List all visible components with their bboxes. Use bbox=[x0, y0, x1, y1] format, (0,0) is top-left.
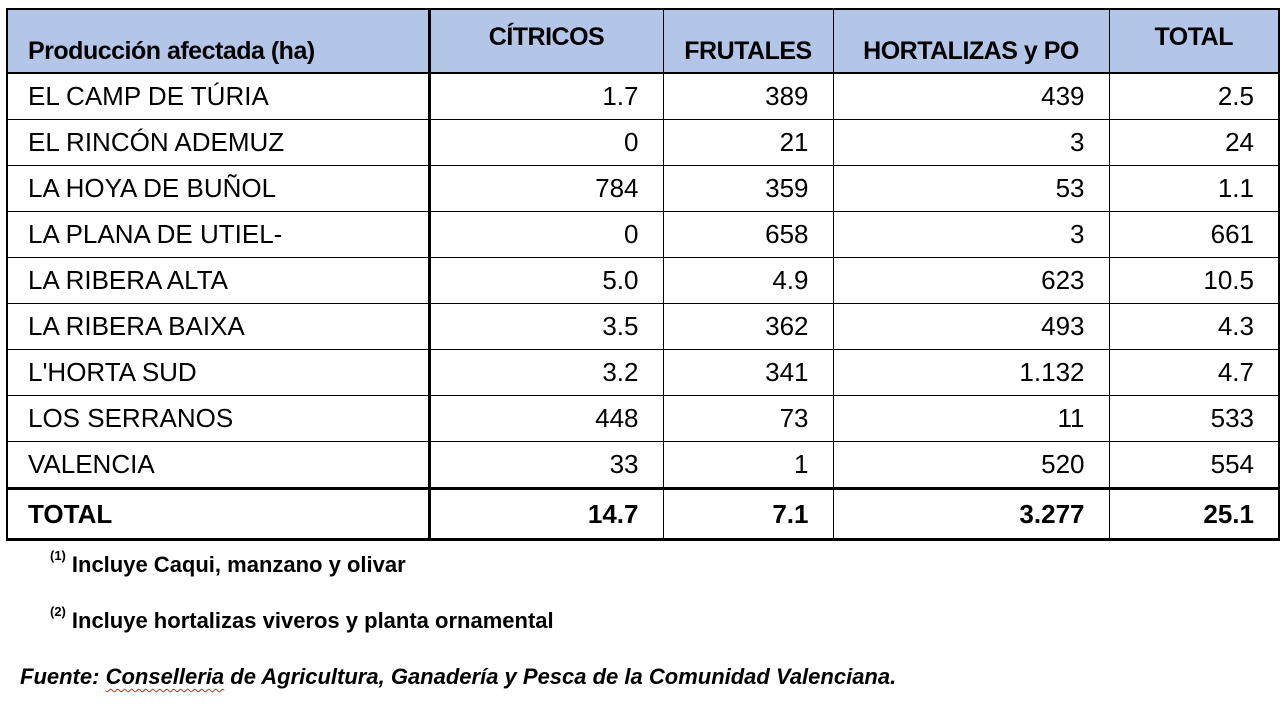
cell-hortalizas: 3 bbox=[833, 212, 1109, 258]
row-label: LOS SERRANOS bbox=[7, 396, 429, 442]
row-label: LA HOYA DE BUÑOL bbox=[7, 166, 429, 212]
header-total: TOTAL bbox=[1109, 9, 1279, 73]
row-label: EL RINCÓN ADEMUZ bbox=[7, 120, 429, 166]
source-prefix: Fuente: bbox=[20, 664, 106, 689]
crop-damage-table bbox=[6, 8, 1280, 541]
cell-citricos: 3.5 bbox=[429, 304, 663, 350]
header-produccion: Producción afectada (ha) bbox=[7, 9, 429, 73]
cell-frutales: 658 bbox=[663, 212, 833, 258]
table-row bbox=[7, 396, 1279, 442]
cell-citricos: 0 bbox=[429, 120, 663, 166]
total-citricos: 14.7 bbox=[429, 489, 663, 540]
cell-frutales: 73 bbox=[663, 396, 833, 442]
table-row bbox=[7, 120, 1279, 166]
table-row bbox=[7, 166, 1279, 212]
footnote-2 bbox=[50, 604, 554, 634]
cell-frutales: 359 bbox=[663, 166, 833, 212]
cell-frutales: 1 bbox=[663, 442, 833, 489]
cell-hortalizas: 439 bbox=[833, 73, 1109, 120]
row-label: VALENCIA bbox=[7, 442, 429, 489]
source-org-word: Conselleria bbox=[105, 664, 225, 689]
source-rest: de Agricultura, Ganadería y Pesca de la Comunidad Valenciana. bbox=[224, 664, 897, 689]
cell-total: 1.1 bbox=[1109, 166, 1279, 212]
cell-citricos: 784 bbox=[429, 166, 663, 212]
table-row bbox=[7, 304, 1279, 350]
total-frutales: 7.1 bbox=[663, 489, 833, 540]
cell-total: 10.5 bbox=[1109, 258, 1279, 304]
table-row bbox=[7, 258, 1279, 304]
cell-total: 4.7 bbox=[1109, 350, 1279, 396]
table-header-row bbox=[7, 9, 1279, 73]
total-hortalizas: 3.277 bbox=[833, 489, 1109, 540]
cell-total: 533 bbox=[1109, 396, 1279, 442]
cell-frutales: 389 bbox=[663, 73, 833, 120]
footnote-1 bbox=[50, 548, 406, 578]
source-line bbox=[20, 664, 896, 690]
cell-citricos: 3.2 bbox=[429, 350, 663, 396]
footnote-1-marker: (1) bbox=[50, 548, 66, 563]
table-row bbox=[7, 350, 1279, 396]
table-row bbox=[7, 442, 1279, 489]
cell-total: 554 bbox=[1109, 442, 1279, 489]
cell-citricos: 33 bbox=[429, 442, 663, 489]
cell-frutales: 4.9 bbox=[663, 258, 833, 304]
cell-citricos: 0 bbox=[429, 212, 663, 258]
cell-hortalizas: 53 bbox=[833, 166, 1109, 212]
cell-citricos: 1.7 bbox=[429, 73, 663, 120]
cell-citricos: 5.0 bbox=[429, 258, 663, 304]
header-hortalizas: HORTALIZAS y PO bbox=[833, 9, 1109, 73]
cell-frutales: 21 bbox=[663, 120, 833, 166]
row-label: L'HORTA SUD bbox=[7, 350, 429, 396]
cell-frutales: 341 bbox=[663, 350, 833, 396]
row-label: LA RIBERA BAIXA bbox=[7, 304, 429, 350]
cell-hortalizas: 623 bbox=[833, 258, 1109, 304]
footnote-2-marker: (2) bbox=[50, 604, 66, 619]
total-label: TOTAL bbox=[7, 489, 429, 540]
cell-hortalizas: 3 bbox=[833, 120, 1109, 166]
row-label: LA RIBERA ALTA bbox=[7, 258, 429, 304]
row-label: LA PLANA DE UTIEL- bbox=[7, 212, 429, 258]
cell-citricos: 448 bbox=[429, 396, 663, 442]
total-row bbox=[7, 489, 1279, 540]
cell-total: 2.5 bbox=[1109, 73, 1279, 120]
footnote-1-text: Incluye Caqui, manzano y olivar bbox=[71, 552, 406, 577]
cell-hortalizas: 1.132 bbox=[833, 350, 1109, 396]
crop-damage-table-container bbox=[6, 8, 1278, 541]
total-total: 25.1 bbox=[1109, 489, 1279, 540]
footnote-2-text: Incluye hortalizas viveros y planta ornamental bbox=[71, 608, 554, 633]
cell-frutales: 362 bbox=[663, 304, 833, 350]
header-frutales: FRUTALES bbox=[663, 9, 833, 73]
cell-total: 4.3 bbox=[1109, 304, 1279, 350]
cell-hortalizas: 11 bbox=[833, 396, 1109, 442]
cell-total: 661 bbox=[1109, 212, 1279, 258]
table-row bbox=[7, 212, 1279, 258]
header-citricos: CÍTRICOS bbox=[429, 9, 663, 73]
cell-hortalizas: 520 bbox=[833, 442, 1109, 489]
cell-total: 24 bbox=[1109, 120, 1279, 166]
cell-hortalizas: 493 bbox=[833, 304, 1109, 350]
row-label: EL CAMP DE TÚRIA bbox=[7, 73, 429, 120]
table-row bbox=[7, 73, 1279, 120]
